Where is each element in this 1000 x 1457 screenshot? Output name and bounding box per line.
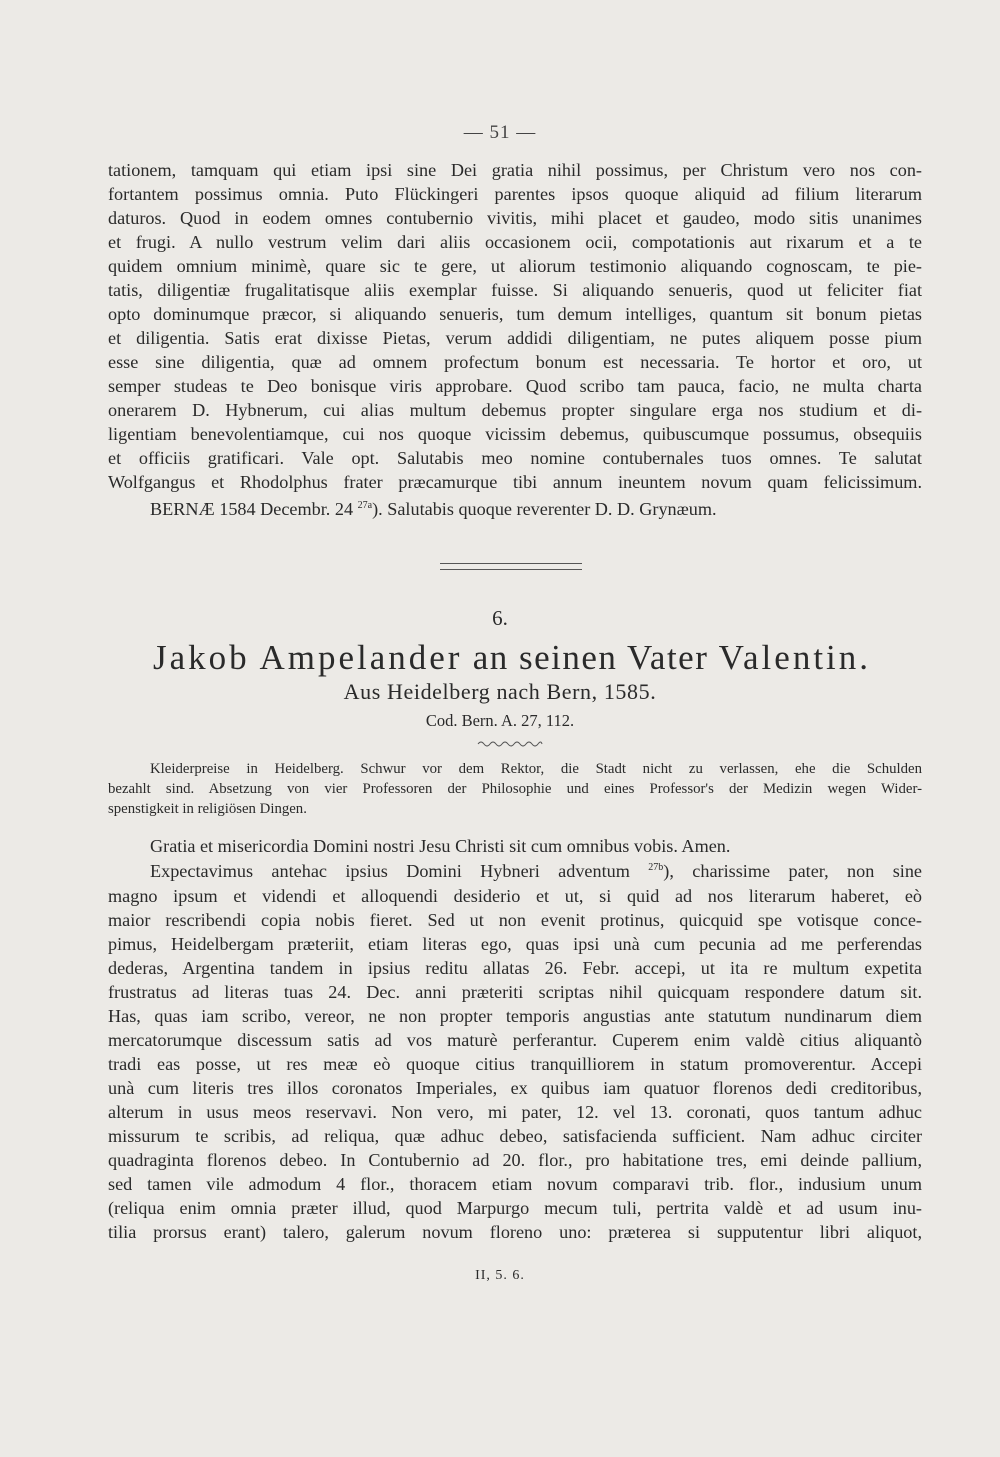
closing-line — [108, 499, 964, 520]
footnote-ref: 27a — [357, 499, 373, 511]
text-line: et diligentia. Satis erat dixisse Pietas, verum addidi diligentiam, ne putes aliquem posse pium — [108, 328, 922, 348]
text-line: fortantem possimus omnia. Puto Flückingeri parentes ipsos quoque aliquid ad filium literarum — [108, 184, 922, 204]
summary-line: Kleiderpreise in Heidelberg. Schwur vor dem Rektor, die Stadt nicht zu verlassen, ehe die Schulden — [150, 761, 922, 777]
text-line: daturos. Quod in eodem omnes contubernio vivitis, mihi placet et gaudeo, modo sitis unanimes — [108, 208, 922, 228]
section-subtitle: Aus Heidelberg nach Bern, 1585. — [343, 679, 657, 704]
text-line: maior rescribendi copia nobis fieret. Sed ut non evenit protinus, quicquid spe votisque conce- — [108, 910, 922, 930]
text-line: et officiis gratificari. Vale opt. Salutabis meo nomine contubernales tuos omnes. Te salutat — [108, 448, 922, 468]
section-title — [12, 638, 1000, 678]
text-line: et frugi. A nullo vestrum velim dari aliis occasionem ocii, compotationis aut rixarum et a te — [108, 232, 922, 252]
text-line: Has, quas iam scribo, vereor, ne non propter temporis angustias ante statutum nundinarum diem — [108, 1006, 922, 1026]
ornament-squiggle — [477, 740, 543, 748]
section-number: 6. — [492, 606, 508, 630]
codex-reference: Cod. Bern. A. 27, 112. — [425, 711, 575, 730]
text-line: (reliqua enim omnia præter illud, quod Marpurgo mecum tuli, pertrita valdè et ad usum inu- — [108, 1198, 922, 1218]
text-line: missurum te scribis, ad reliqua, quæ adhuc debeo, satisfacienda sufficient. Nam adhuc circiter — [108, 1126, 922, 1146]
text-line: semper studeas te Deo bonisque viris approbare. Quod scribo tam pauca, facio, ne multa charta — [108, 376, 922, 396]
title-part: an seinen Vater — [472, 638, 709, 677]
text-segment: Expectavimus antehac ipsius Domini Hybneri adventum — [150, 861, 630, 881]
text-line: frustratus ad literas tuas 24. Dec. anni præteriti scriptas nihil quicquam respondere datum sit. — [108, 982, 922, 1002]
closing-text: ). Salutabis quoque reverenter D. D. Grynæum. — [372, 499, 717, 519]
text-line: magno ipsum et videndi et alloquendi desiderio et ut, si quid ad nos literarum haberet, eò — [108, 886, 922, 906]
closing-date: BERNÆ 1584 Decembr. 24 — [150, 499, 354, 519]
text-line: alterum in usus meos reservavi. Non vero, mi pater, 12. vel 13. coronati, quos tantum adhuc — [108, 1102, 922, 1122]
title-part: Valentin. — [718, 638, 872, 677]
text-line — [108, 861, 922, 882]
text-line: tradi eas posse, ut res meæ eò quoque citius tranquilliorem in statum promoverentur. Accepi — [108, 1054, 922, 1074]
signature-mark: II, 5. 6. — [475, 1268, 525, 1283]
text-line: Wolfgangus et Rhodolphus frater præcamurque tibi annum ineuntem novum quam felicissimum. — [108, 472, 922, 492]
section-divider — [440, 563, 582, 570]
text-line: dederas, Argentina tandem in ipsius reditu allatas 26. Febr. accepi, ut ita re multum expetita — [108, 958, 922, 978]
text-line: quidem omnium minimè, quare sic te gere, ut aliorum testimonio aliquando cognoscam, te pie- — [108, 256, 922, 276]
greeting-line: Gratia et misericordia Domini nostri Jesu Christi sit cum omnibus vobis. Amen. — [150, 836, 731, 856]
page-number: — 51 — — [463, 122, 537, 143]
summary-line: bezahlt sind. Absetzung von vier Professoren der Philosophie und eines Professor's der Medizin wegen Wider- — [108, 781, 922, 797]
text-line: mercatorumque discessum satis ad vos maturè perferantur. Cuperem enim valdè citius aliquantò — [108, 1030, 922, 1050]
text-line: sed tamen vile admodum 4 flor., thoracem etiam novum comparavi trib. flor., indusium unum — [108, 1174, 922, 1194]
text-line: pimus, Heidelbergam præteriit, etiam literas ego, quas ipsi unà cum pecunia ad me perferendas — [108, 934, 922, 954]
summary-line: spenstigkeit in religiösen Dingen. — [108, 801, 307, 817]
text-line: quadraginta florenos debeo. In Contubernio ad 20. flor., pro habitatione tres, emi deinde pallium, — [108, 1150, 922, 1170]
text-line: ligentiam benevolentiamque, cui nos quoque vicissim debemus, quibuscumque possumus, obsequiis — [108, 424, 922, 444]
text-line: unà cum literis tres illos coronatos Imperiales, ex quibus iam quatuor florenos dedi creditoribus, — [108, 1078, 922, 1098]
title-part: Jakob Ampelander — [152, 638, 463, 677]
text-line: onerarem D. Hybnerum, cui alias multum debemus propter singulare erga nos studium et di- — [108, 400, 922, 420]
footnote-ref: 27b — [648, 861, 664, 873]
text-line: tatis, diligentiæ frugalitatisque aliis exemplar fuisse. Si aliquando senueris, quod ut feliciter fiat — [108, 280, 922, 300]
text-line: esse sine diligentia, quæ ad omnem profectum bonum est necessaria. Te hortor et oro, ut — [108, 352, 922, 372]
text-segment: ), charissime pater, non sine — [663, 861, 923, 881]
text-line: tilia prorsus erant) talero, galerum novum floreno uno: præterea si supputentur libri aliquot, — [108, 1222, 922, 1242]
text-line: opto dominumque præcor, si aliquando senueris, tum demum intelliges, quantum sit bonum pietas — [108, 304, 922, 324]
text-line: tationem, tamquam qui etiam ipsi sine Dei gratia nihil possimus, per Christum vero nos con- — [108, 160, 922, 180]
